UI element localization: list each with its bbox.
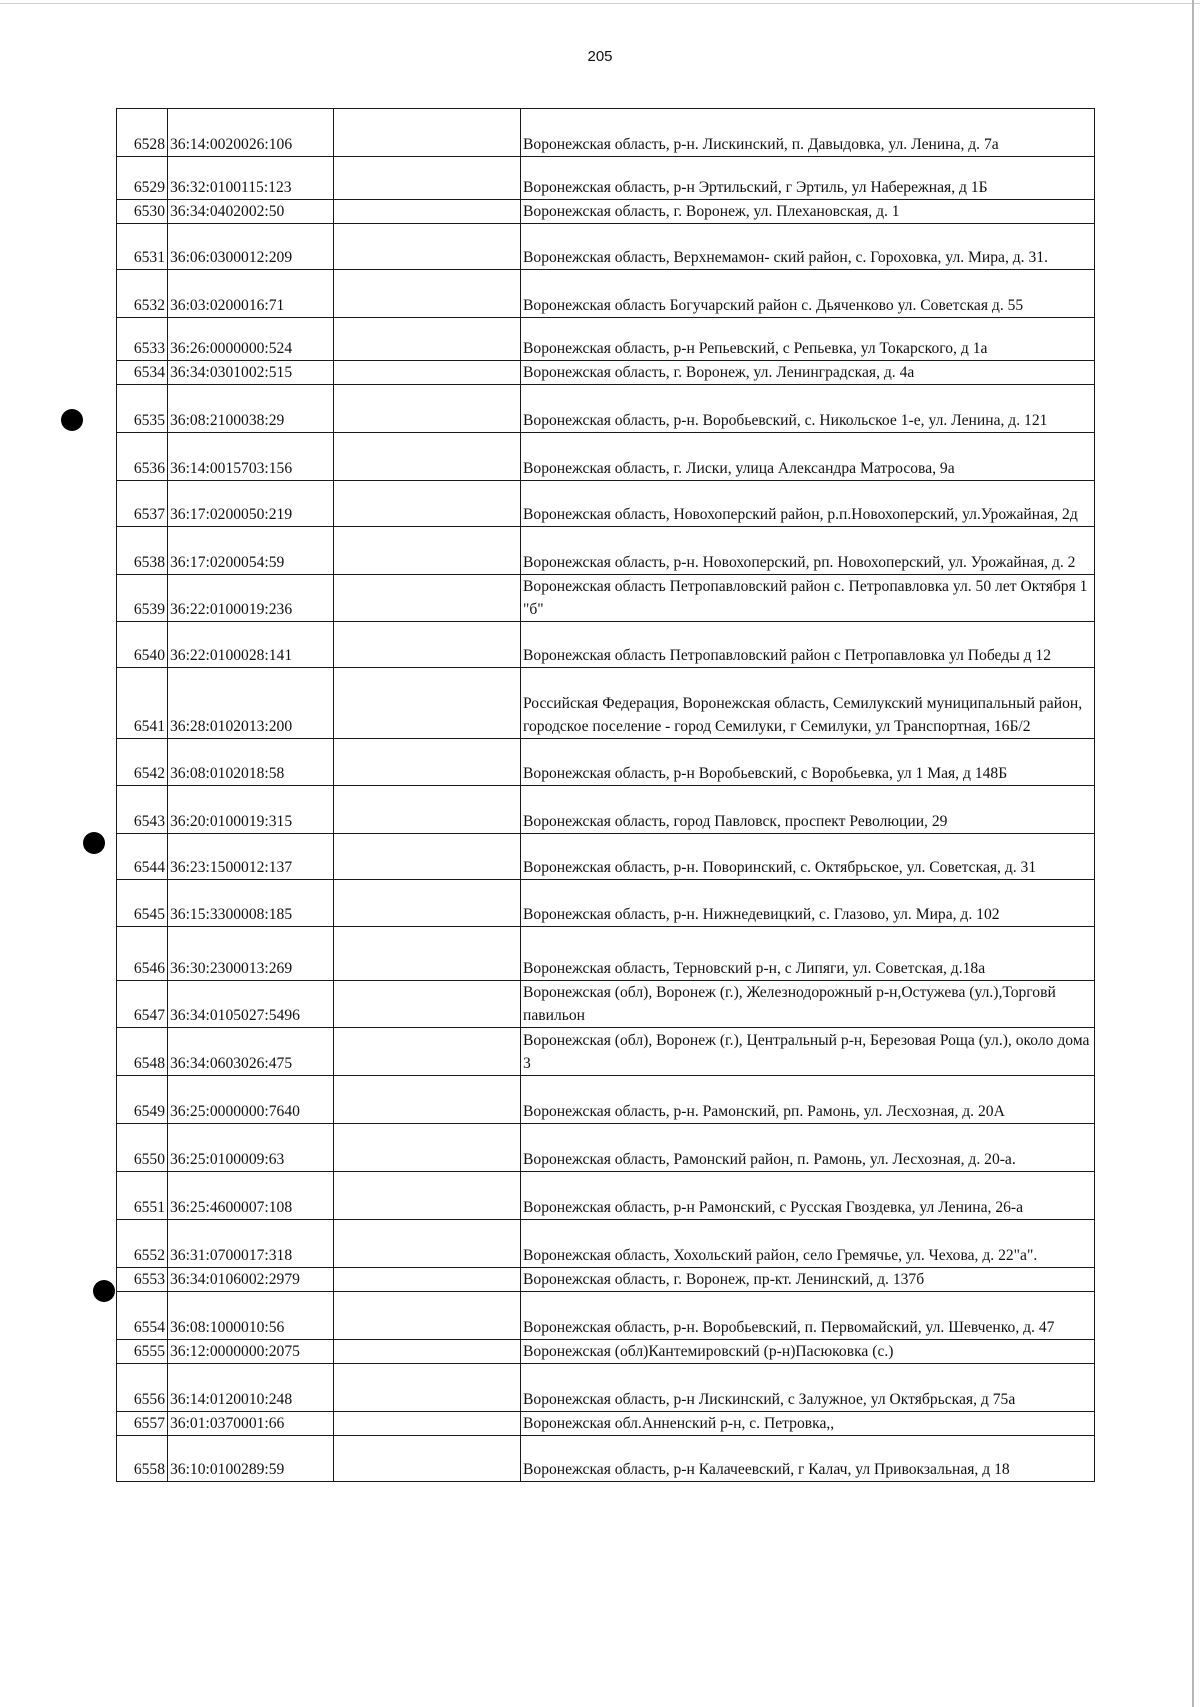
record-number-cell: 6528 [117,109,168,157]
table-row [117,622,1095,668]
cadastral-number-cell: 36:14:0015703:156 [168,433,334,481]
cadastral-number-cell: 36:20:0100019:315 [168,786,334,834]
empty-cell [334,433,521,481]
empty-cell [334,981,521,1028]
empty-cell [334,1172,521,1220]
record-number-cell: 6550 [117,1124,168,1172]
scan-edge-right [1192,0,1194,1707]
record-number-cell: 6557 [117,1412,168,1436]
table-row [117,157,1095,200]
record-number-cell: 6536 [117,433,168,481]
empty-cell [334,1364,521,1412]
address-cell: Воронежская область Петропавловский район с. Петропавловка ул. 50 лет Октября 1 "б" [521,575,1095,622]
record-number-cell: 6537 [117,481,168,527]
record-number-cell: 6529 [117,157,168,200]
record-number-cell: 6538 [117,527,168,575]
address-cell: Воронежская область, р-н. Воробьевский, с. Никольское 1-е, ул. Ленина, д. 121 [521,385,1095,433]
table-row [117,1364,1095,1412]
table-row [117,739,1095,786]
address-cell: Воронежская область, г. Воронеж, ул. Плехановская, д. 1 [521,200,1095,224]
address-cell: Воронежская (обл), Воронеж (г.), Центральный р-н, Березовая Роща (ул.), около дома 3 [521,1028,1095,1076]
record-number-cell: 6542 [117,739,168,786]
address-cell: Воронежская область, р-н. Рамонский, рп. Рамонь, ул. Лесхозная, д. 20А [521,1076,1095,1124]
cadastral-number-cell: 36:25:4600007:108 [168,1172,334,1220]
record-number-cell: 6531 [117,224,168,270]
record-number-cell: 6539 [117,575,168,622]
table-row [117,786,1095,834]
empty-cell [334,224,521,270]
punch-hole-mark-2 [83,832,105,854]
address-cell: Воронежская область Петропавловский район с Петропавловка ул Победы д 12 [521,622,1095,668]
address-cell: Воронежская область, р-н Эртильский, г Эртиль, ул Набережная, д 1Б [521,157,1095,200]
record-number-cell: 6532 [117,270,168,318]
table-row [117,668,1095,739]
record-number-cell: 6555 [117,1340,168,1364]
record-number-cell: 6548 [117,1028,168,1076]
address-cell: Воронежская область, г. Воронеж, пр-кт. Ленинский, д. 137б [521,1268,1095,1292]
cadastral-number-cell: 36:28:0102013:200 [168,668,334,739]
cadastral-number-cell: 36:06:0300012:209 [168,224,334,270]
cadastral-number-cell: 36:34:0301002:515 [168,361,334,385]
table-row [117,1292,1095,1340]
address-cell: Воронежская область, р-н Рамонский, с Русская Гвоздевка, ул Ленина, 26-а [521,1172,1095,1220]
empty-cell [334,1340,521,1364]
empty-cell [334,880,521,927]
table-row [117,1076,1095,1124]
table-row [117,1220,1095,1268]
address-cell: Воронежская обл.Анненский р-н, с. Петровка,, [521,1412,1095,1436]
address-cell: Воронежская область, Новохоперский район, р.п.Новохоперский, ул.Урожайная, 2д [521,481,1095,527]
empty-cell [334,109,521,157]
cadastral-number-cell: 36:03:0200016:71 [168,270,334,318]
empty-cell [334,385,521,433]
cadastral-number-cell: 36:17:0200050:219 [168,481,334,527]
empty-cell [334,527,521,575]
cadastral-number-cell: 36:12:0000000:2075 [168,1340,334,1364]
record-number-cell: 6544 [117,834,168,880]
table-row [117,361,1095,385]
table-row [117,270,1095,318]
cadastral-number-cell: 36:26:0000000:524 [168,318,334,361]
address-cell: Воронежская область, р-н. Лискинский, п. Давыдовка, ул. Ленина, д. 7а [521,109,1095,157]
empty-cell [334,622,521,668]
address-cell: Воронежская область, р-н. Воробьевский, п. Первомайский, ул. Шевченко, д. 47 [521,1292,1095,1340]
table-row [117,385,1095,433]
address-cell: Воронежская область, р-н Репьевский, с Репьевка, ул Токарского, д 1а [521,318,1095,361]
record-number-cell: 6535 [117,385,168,433]
address-cell: Воронежская область, Терновский р-н, с Липяги, ул. Советская, д.18а [521,927,1095,981]
record-number-cell: 6546 [117,927,168,981]
cadastral-number-cell: 36:34:0402002:50 [168,200,334,224]
address-cell: Воронежская область, Верхнемамон- ский район, с. Гороховка, ул. Мира, д. 31. [521,224,1095,270]
address-cell: Воронежская область, р-н Воробьевский, с Воробьевка, ул 1 Мая, д 148Б [521,739,1095,786]
record-number-cell: 6543 [117,786,168,834]
empty-cell [334,361,521,385]
table-row [117,318,1095,361]
cadastral-number-cell: 36:25:0000000:7640 [168,1076,334,1124]
cadastral-number-cell: 36:08:0102018:58 [168,739,334,786]
table-row [117,575,1095,622]
cadastral-number-cell: 36:10:0100289:59 [168,1436,334,1482]
scan-edge-top [0,3,1200,4]
record-number-cell: 6545 [117,880,168,927]
record-number-cell: 6554 [117,1292,168,1340]
empty-cell [334,318,521,361]
address-cell: Воронежская область, город Павловск, проспект Революции, 29 [521,786,1095,834]
empty-cell [334,1292,521,1340]
table-row [117,1436,1095,1482]
table-row [117,1412,1095,1436]
address-cell: Воронежская область, р-н Калачеевский, г Калач, ул Привокзальная, д 18 [521,1436,1095,1482]
cadastral-number-cell: 36:25:0100009:63 [168,1124,334,1172]
table-row [117,880,1095,927]
cadastral-number-cell: 36:14:0120010:248 [168,1364,334,1412]
table-row [117,981,1095,1028]
cadastral-number-cell: 36:32:0100115:123 [168,157,334,200]
cadastral-number-cell: 36:31:0700017:318 [168,1220,334,1268]
cadastral-number-cell: 36:08:2100038:29 [168,385,334,433]
cadastral-number-cell: 36:15:3300008:185 [168,880,334,927]
table-row [117,1172,1095,1220]
empty-cell [334,927,521,981]
empty-cell [334,1124,521,1172]
record-number-cell: 6541 [117,668,168,739]
address-cell: Воронежская (обл), Воронеж (г.), Железнодорожный р-н,Остужева (ул.),Торговй павильон [521,981,1095,1028]
table-row [117,527,1095,575]
page-number: 205 [587,48,613,65]
address-cell: Воронежская область, г. Лиски, улица Александра Матросова, 9а [521,433,1095,481]
table-row [117,1268,1095,1292]
empty-cell [334,157,521,200]
table-row [117,481,1095,527]
empty-cell [334,1268,521,1292]
cadastral-number-cell: 36:14:0020026:106 [168,109,334,157]
address-cell: Воронежская область, р-н. Новохоперский, рп. Новохоперский, ул. Урожайная, д. 2 [521,527,1095,575]
table-row [117,109,1095,157]
address-cell: Воронежская область Богучарский район с. Дьяченково ул. Советская д. 55 [521,270,1095,318]
table-row [117,834,1095,880]
record-number-cell: 6547 [117,981,168,1028]
registry-table-body [117,109,1095,1482]
empty-cell [334,200,521,224]
cadastral-number-cell: 36:01:0370001:66 [168,1412,334,1436]
address-cell: Воронежская область, Рамонский район, п. Рамонь, ул. Лесхозная, д. 20-а. [521,1124,1095,1172]
record-number-cell: 6553 [117,1268,168,1292]
punch-hole-mark-3 [93,1280,115,1302]
address-cell: Воронежская область, р-н Лискинский, с Залужное, ул Октябрьская, д 75а [521,1364,1095,1412]
cadastral-number-cell: 36:23:1500012:137 [168,834,334,880]
table-row [117,1028,1095,1076]
address-cell: Воронежская область, Хохольский район, село Гремячье, ул. Чехова, д. 22"а". [521,1220,1095,1268]
record-number-cell: 6552 [117,1220,168,1268]
address-cell: Российская Федерация, Воронежская область, Семилукский муниципальный район, городское поселение - город Семилуки, г Семилуки, ул Транспортная, 16Б/2 [521,668,1095,739]
record-number-cell: 6530 [117,200,168,224]
empty-cell [334,739,521,786]
table-row [117,927,1095,981]
empty-cell [334,668,521,739]
address-cell: Воронежская область, г. Воронеж, ул. Ленинградская, д. 4а [521,361,1095,385]
punch-hole-mark-1 [61,409,83,431]
record-number-cell: 6551 [117,1172,168,1220]
empty-cell [334,1028,521,1076]
empty-cell [334,1220,521,1268]
empty-cell [334,1076,521,1124]
cadastral-number-cell: 36:17:0200054:59 [168,527,334,575]
cadastral-number-cell: 36:34:0603026:475 [168,1028,334,1076]
cadastral-number-cell: 36:22:0100028:141 [168,622,334,668]
record-number-cell: 6556 [117,1364,168,1412]
record-number-cell: 6549 [117,1076,168,1124]
table-row [117,224,1095,270]
address-cell: Воронежская область, р-н. Поворинский, с. Октябрьское, ул. Советская, д. 31 [521,834,1095,880]
empty-cell [334,1412,521,1436]
empty-cell [334,1436,521,1482]
registry-table [116,108,1095,1482]
empty-cell [334,575,521,622]
record-number-cell: 6558 [117,1436,168,1482]
cadastral-number-cell: 36:34:0105027:5496 [168,981,334,1028]
cadastral-number-cell: 36:34:0106002:2979 [168,1268,334,1292]
address-cell: Воронежская область, р-н. Нижнедевицкий, с. Глазово, ул. Мира, д. 102 [521,880,1095,927]
empty-cell [334,270,521,318]
address-cell: Воронежская (обл)Кантемировский (р-н)Пасюковка (с.) [521,1340,1095,1364]
empty-cell [334,786,521,834]
record-number-cell: 6534 [117,361,168,385]
record-number-cell: 6533 [117,318,168,361]
table-row [117,200,1095,224]
table-row [117,1340,1095,1364]
cadastral-number-cell: 36:30:2300013:269 [168,927,334,981]
record-number-cell: 6540 [117,622,168,668]
empty-cell [334,481,521,527]
table-row [117,433,1095,481]
table-row [117,1124,1095,1172]
cadastral-number-cell: 36:08:1000010:56 [168,1292,334,1340]
cadastral-number-cell: 36:22:0100019:236 [168,575,334,622]
empty-cell [334,834,521,880]
